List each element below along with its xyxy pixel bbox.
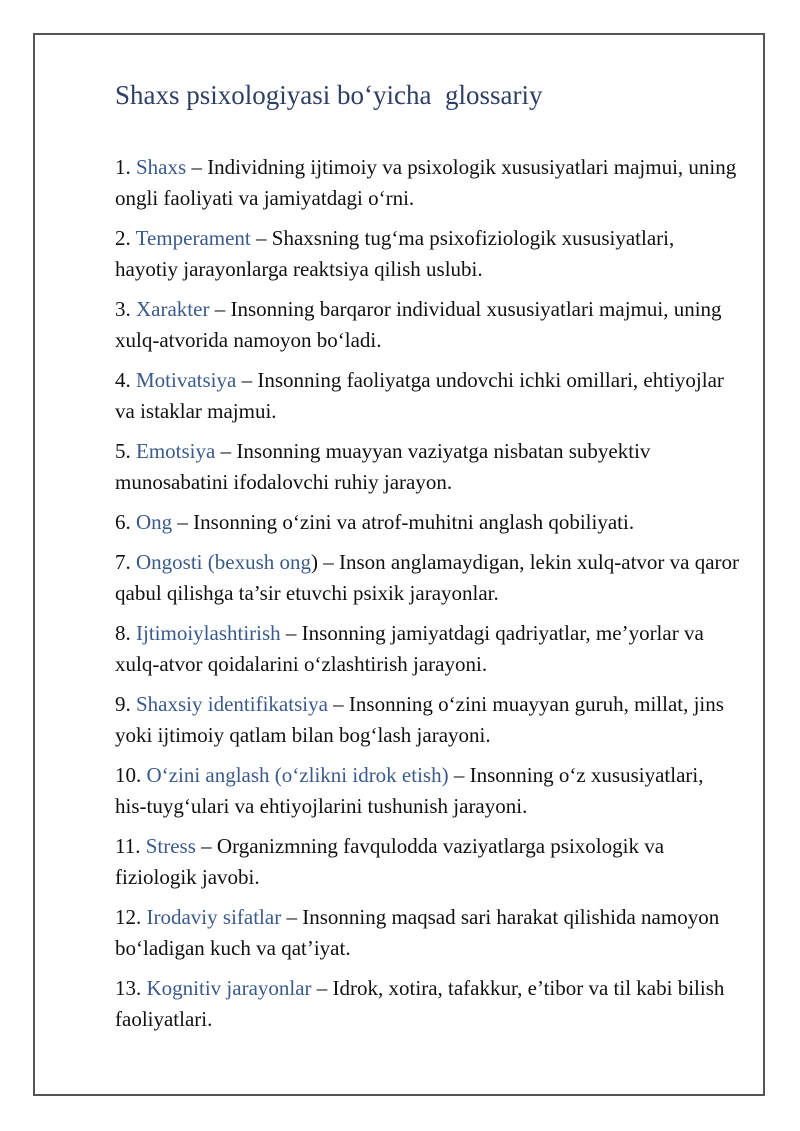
entry-definition: – Insonning barqaror individual xususiyatlari majmui, uning xulq-atvorida namoyon bo‘ladi. xyxy=(115,297,722,352)
entry-term: Ong xyxy=(136,510,173,534)
entry-number: 4. xyxy=(115,368,131,392)
entry-term: Temperament xyxy=(135,226,251,250)
glossary-entry xyxy=(115,689,740,751)
glossary-entry xyxy=(115,152,740,214)
glossary-entry xyxy=(115,507,740,538)
glossary-entry xyxy=(115,223,740,285)
entry-number: 6. xyxy=(115,510,131,534)
entry-number: 12. xyxy=(115,905,142,929)
entry-term: Motivatsiya xyxy=(136,368,237,392)
entry-term: Emotsiya xyxy=(136,439,216,463)
document-title: Shaxs psixologiyasi bo‘yicha glossariy xyxy=(115,80,543,110)
entry-term: Shaxs xyxy=(136,155,187,179)
entry-number: 13. xyxy=(115,976,142,1000)
entry-definition: – Insonning maqsad sari harakat qilishida namoyon bo‘ladigan kuch va qat’iyat. xyxy=(115,905,720,960)
entry-definition: – Insonning faoliyatga undovchi ichki omillari, ehtiyojlar va istaklar majmui. xyxy=(115,368,724,423)
entry-definition: – Insonning jamiyatdagi qadriyatlar, me’yorlar va xulq-atvor qoidalarini o‘zlashtirish jarayoni. xyxy=(115,621,704,676)
glossary-entry xyxy=(115,436,740,498)
glossary-entry xyxy=(115,973,740,1035)
glossary-list xyxy=(115,152,740,1044)
entry-number: 7. xyxy=(115,550,131,574)
entry-number: 8. xyxy=(115,621,131,645)
entry-definition: – Organizmning favqulodda vaziyatlarga psixologik va fiziologik javobi. xyxy=(115,834,665,889)
entry-definition: – Insonning o‘z xususiyatlari, his-tuyg‘ulari va ehtiyojlarini tushunish jarayoni. xyxy=(115,763,704,818)
glossary-entry xyxy=(115,902,740,964)
entry-number: 11. xyxy=(115,834,141,858)
glossary-entry xyxy=(115,831,740,893)
glossary-entry xyxy=(115,365,740,427)
entry-term: Kognitiv jarayonlar xyxy=(146,976,312,1000)
entry-number: 3. xyxy=(115,297,131,321)
glossary-entry xyxy=(115,618,740,680)
entry-term: Stress xyxy=(145,834,196,858)
entry-definition: – Idrok, xotira, tafakkur, e’tibor va til kabi bilish faoliyatlari. xyxy=(115,976,725,1031)
entry-definition: – Insonning o‘zini va atrof-muhitni anglash qobiliyati. xyxy=(172,510,635,534)
entry-number: 1. xyxy=(115,155,131,179)
entry-number: 10. xyxy=(115,763,142,787)
entry-term: O‘zini anglash (o‘zlikni idrok etish) xyxy=(146,763,449,787)
entry-definition: – Individning ijtimoiy va psixologik xususiyatlari majmui, uning ongli faoliyati va jamiyatdagi o‘rni. xyxy=(115,155,737,210)
glossary-entry xyxy=(115,294,740,356)
entry-term: Irodaviy sifatlar xyxy=(146,905,282,929)
entry-number: 5. xyxy=(115,439,131,463)
entry-term: Xarakter xyxy=(136,297,210,321)
glossary-entry xyxy=(115,760,740,822)
entry-term: Shaxsiy identifikatsiya xyxy=(136,692,328,716)
entry-definition: – Insonning muayyan vaziyatga nisbatan subyektiv munosabatini ifodalovchi ruhiy jarayon. xyxy=(115,439,651,494)
entry-term: Ijtimoiylashtirish xyxy=(136,621,281,645)
entry-term: Ongosti (bexush ong xyxy=(136,550,311,574)
entry-definition: – Shaxsning tug‘ma psixofiziologik xususiyatlari, hayotiy jarayonlarga reaktsiya qilish uslubi. xyxy=(115,226,675,281)
entry-definition: ) – Inson anglamaydigan, lekin xulq-atvor va qaror qabul qilishga ta’sir etuvchi psixik jarayonlar. xyxy=(115,550,740,605)
entry-number: 2. xyxy=(115,226,131,250)
entry-definition: – Insonning o‘zini muayyan guruh, millat, jins yoki ijtimoiy qatlam bilan bog‘lash jarayoni. xyxy=(115,692,724,747)
entry-number: 9. xyxy=(115,692,131,716)
glossary-entry xyxy=(115,547,740,609)
